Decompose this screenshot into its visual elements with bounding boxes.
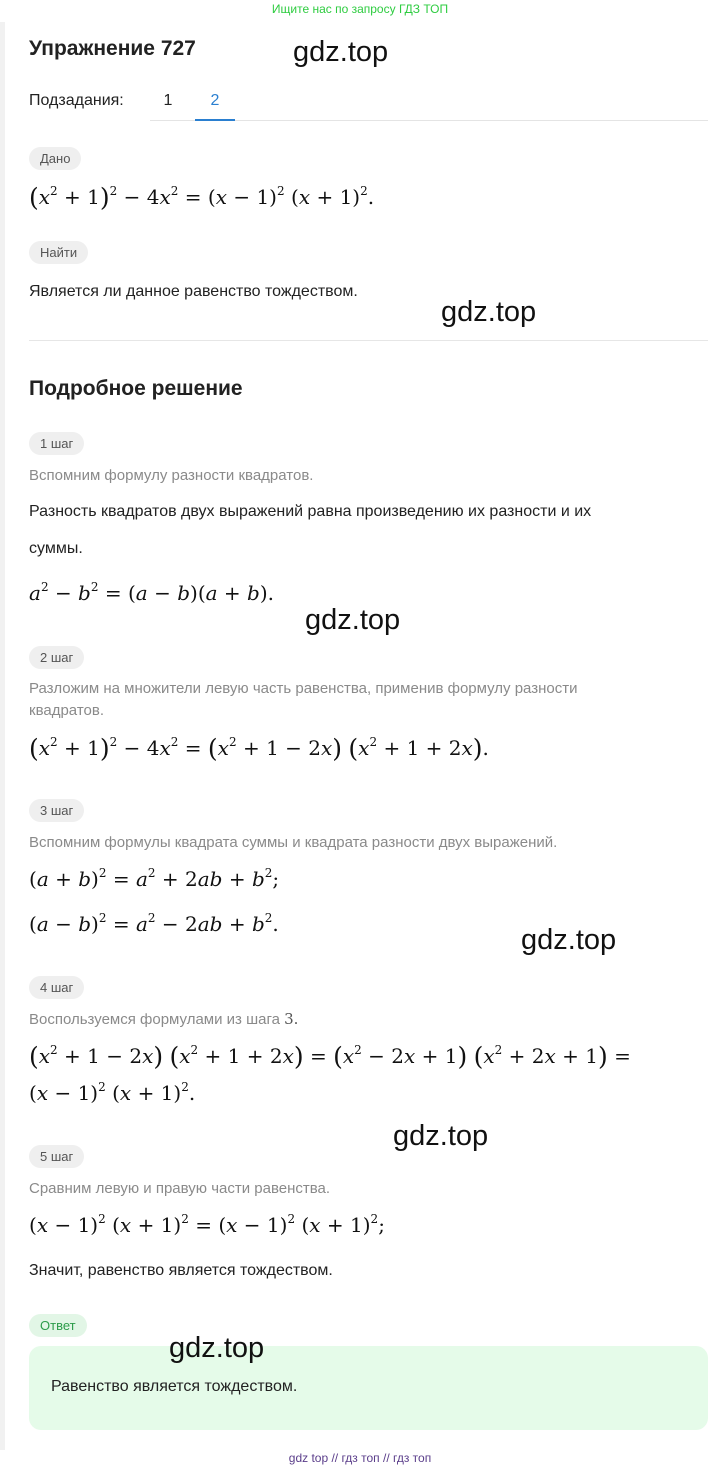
step-4-hint bbox=[29, 1008, 298, 1031]
step-5-conclusion: Значит, равенство является тождеством. bbox=[29, 1262, 333, 1279]
watermark: gdz.top bbox=[521, 924, 617, 956]
step-3-formula-diff: $(a - b)^2 = a^2 - 2ab + b^2$. bbox=[29, 911, 279, 936]
step-1-formula: $a^2 - b^2 = (a - b)(a + b)$. bbox=[29, 580, 275, 605]
step-4-equation-line2: $(x - 1)^2$ $(x + 1)^2$. bbox=[29, 1080, 196, 1105]
section-divider bbox=[29, 340, 708, 341]
answer-box bbox=[29, 1346, 708, 1430]
given-equation: $(x^2 + 1)^2 - 4x^2 = (x - 1)^2$ $(x + 1)^2$. bbox=[29, 183, 375, 212]
step-2-badge: 2 шаг bbox=[29, 646, 84, 669]
footer-links[interactable]: gdz top // гдз топ // гдз топ bbox=[288, 1451, 432, 1465]
step-5-badge: 5 шаг bbox=[29, 1145, 84, 1168]
page-title: Упражнение 727 bbox=[29, 37, 196, 60]
tab-subtask-1[interactable]: 1 bbox=[163, 92, 173, 109]
step-2-hint-cont: квадратов. bbox=[29, 702, 104, 719]
step-1-badge: 1 шаг bbox=[29, 432, 84, 455]
top-banner[interactable]: Ищите нас по запросу ГДЗ ТОП bbox=[271, 2, 449, 16]
tab-subtask-2[interactable]: 2 bbox=[210, 92, 220, 109]
find-badge: Найти bbox=[29, 241, 88, 264]
step-3-badge: 3 шаг bbox=[29, 799, 84, 822]
left-rule bbox=[0, 22, 5, 1450]
given-badge: Дано bbox=[29, 147, 81, 170]
step-3-formula-sum: $(a + b)^2 = a^2 + 2ab + b^2$; bbox=[29, 866, 280, 891]
step-4-hint-text: Воспользуемся формулами из шага bbox=[29, 1011, 280, 1028]
find-text: Является ли данное равенство тождеством. bbox=[29, 283, 358, 300]
answer-text: Равенство является тождеством. bbox=[51, 1378, 298, 1395]
solution-heading: Подробное решение bbox=[29, 377, 243, 400]
step-4-equation-line1: $(x^2 + 1 - 2x) (x^2 + 1 + 2x) = (x^2 - 2x + 1) (x^2 + 2x + 1)$ = bbox=[29, 1042, 631, 1071]
watermark: gdz.top bbox=[305, 604, 401, 636]
step-1-hint: Вспомним формулу разности квадратов. bbox=[29, 467, 314, 484]
step-2-equation: $(x^2 + 1)^2 - 4x^2 = (x^2 + 1 - 2x) (x^2 + 1 + 2x)$. bbox=[29, 734, 489, 763]
step-5-equation: $(x - 1)^2$ $(x + 1)^2 = (x - 1)^2$ $(x + 1)^2$; bbox=[29, 1212, 385, 1237]
step-3-hint: Вспомним формулы квадрата суммы и квадрата разности двух выражений. bbox=[29, 834, 558, 851]
watermark: gdz.top bbox=[441, 296, 537, 328]
step-4-badge: 4 шаг bbox=[29, 976, 84, 999]
watermark: gdz.top bbox=[293, 36, 389, 68]
step-1-text-cont: суммы. bbox=[29, 540, 83, 557]
step-1-text: Разность квадратов двух выражений равна произведению их разности и их bbox=[29, 503, 592, 520]
watermark: gdz.top bbox=[393, 1120, 489, 1152]
answer-badge: Ответ bbox=[29, 1314, 87, 1337]
step-2-hint: Разложим на множители левую часть равенства, применив формулу разности bbox=[29, 680, 578, 697]
step-4-hint-num: 3. bbox=[284, 1010, 299, 1028]
active-tab-indicator bbox=[195, 119, 235, 121]
watermark: gdz.top bbox=[169, 1332, 265, 1364]
step-5-hint: Сравним левую и правую части равенства. bbox=[29, 1180, 331, 1197]
subtasks-label: Подзадания: bbox=[29, 92, 124, 109]
